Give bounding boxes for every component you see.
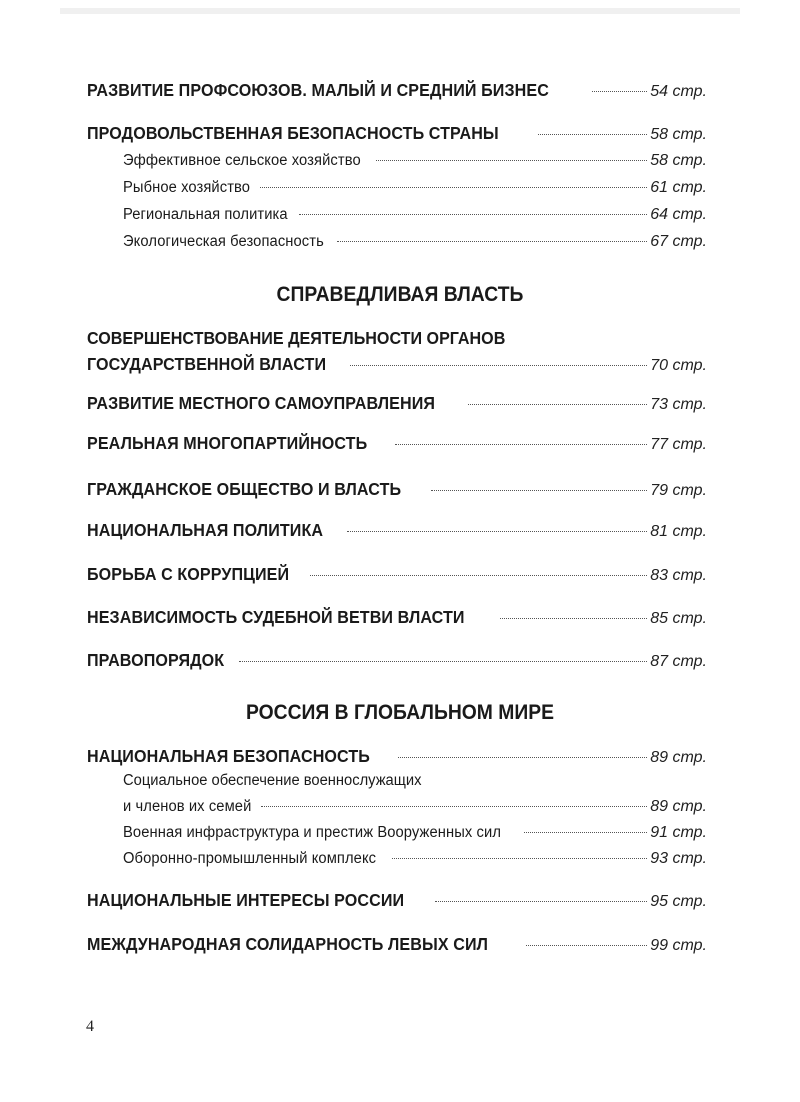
toc-page-ref: 85 стр. <box>650 610 707 627</box>
dot-leader <box>310 575 648 576</box>
toc-subentry-title: Региональная политика <box>123 206 288 223</box>
toc-entry-title: РАЗВИТИЕ МЕСТНОГО САМОУПРАВЛЕНИЯ <box>87 393 436 413</box>
toc-page-ref: 87 стр. <box>650 653 707 670</box>
dot-leader <box>468 404 647 405</box>
dot-leader <box>500 618 647 619</box>
toc-page-ref: 91 стр. <box>650 824 707 841</box>
toc-entry-title: БОРЬБА С КОРРУПЦИЕЙ <box>87 564 290 584</box>
toc-page-ref: 99 стр. <box>650 937 707 954</box>
toc-page-ref: 58 стр. <box>650 126 707 143</box>
toc-entry-title: ГРАЖДАНСКОЕ ОБЩЕСТВО И ВЛАСТЬ <box>87 479 402 499</box>
toc-page-ref: 70 стр. <box>650 357 707 374</box>
dot-leader <box>395 444 648 445</box>
section-heading-russia-global: РОССИЯ В ГЛОБАЛЬНОМ МИРЕ <box>245 701 555 724</box>
dot-leader <box>592 91 647 92</box>
toc-entry-state-bodies[interactable] <box>87 325 707 377</box>
toc-entry-title: ПРОДОВОЛЬСТВЕННАЯ БЕЗОПАСНОСТЬ СТРАНЫ <box>87 123 499 143</box>
toc-page-ref: 67 стр. <box>650 233 707 250</box>
toc-entry-title: НАЦИОНАЛЬНАЯ ПОЛИТИКА <box>87 520 324 540</box>
toc-page-ref: 95 стр. <box>650 893 707 910</box>
toc-subentry-title-line1: Социальное обеспечение военнослужащих <box>123 772 422 789</box>
dot-leader <box>392 858 647 859</box>
toc-entry-title: ПРАВОПОРЯДОК <box>87 650 225 670</box>
toc-subentry-title: Эффективное сельское хозяйство <box>123 152 361 169</box>
dot-leader <box>524 832 647 833</box>
toc-page-ref: 83 стр. <box>650 567 707 584</box>
scan-top-edge <box>60 8 740 14</box>
dot-leader <box>350 365 647 366</box>
toc-entry-title-line1: СОВЕРШЕНСТВОВАНИЕ ДЕЯТЕЛЬНОСТИ ОРГАНОВ <box>87 328 506 348</box>
toc-subentry-title-line2: и членов их семей <box>123 798 252 815</box>
toc-entry-multiparty[interactable] <box>87 430 707 456</box>
toc-subentry-title: Экологическая безопасность <box>123 233 324 250</box>
toc-entry-title: НАЦИОНАЛЬНЫЕ ИНТЕРЕСЫ РОССИИ <box>87 890 405 910</box>
toc-subentry-title: Оборонно-промышленный комплекс <box>123 850 377 867</box>
toc-subentry-agriculture[interactable] <box>123 148 707 174</box>
dot-leader <box>435 901 648 902</box>
toc-entry-food-security[interactable] <box>87 120 707 146</box>
dot-leader <box>538 134 648 135</box>
toc-subentry-military-social[interactable] <box>123 768 707 820</box>
toc-subentry-military-infrastructure[interactable] <box>123 820 707 846</box>
dot-leader <box>431 490 647 491</box>
toc-entry-civil-society[interactable] <box>87 476 707 502</box>
toc-entry-judicial-independence[interactable] <box>87 604 707 630</box>
dot-leader <box>239 661 647 662</box>
toc-entry-national-interests[interactable] <box>87 887 707 913</box>
toc-entry-title: НАЦИОНАЛЬНАЯ БЕЗОПАСНОСТЬ <box>87 746 370 766</box>
toc-subentry-title: Рыбное хозяйство <box>123 179 251 196</box>
toc-entry-anti-corruption[interactable] <box>87 561 707 587</box>
toc-entry-title: НЕЗАВИСИМОСТЬ СУДЕБНОЙ ВЕТВИ ВЛАСТИ <box>87 607 465 627</box>
toc-page-ref: 58 стр. <box>650 152 707 169</box>
toc-entry-local-government[interactable] <box>87 390 707 416</box>
toc-entry-law-order[interactable] <box>87 647 707 673</box>
toc-entry-trade-unions[interactable] <box>87 77 707 103</box>
section-heading-just-power: СПРАВЕДЛИВАЯ ВЛАСТЬ <box>276 283 524 306</box>
toc-entry-left-solidarity[interactable] <box>87 931 707 957</box>
toc-page-ref: 54 стр. <box>650 83 707 100</box>
dot-leader <box>526 945 647 946</box>
dot-leader <box>337 241 647 242</box>
dot-leader <box>398 757 648 758</box>
toc-page-ref: 64 стр. <box>650 206 707 223</box>
toc-page-ref: 93 стр. <box>650 850 707 867</box>
toc-page-ref: 77 стр. <box>650 436 707 453</box>
toc-entry-title-line2: ГОСУДАРСТВЕННОЙ ВЛАСТИ <box>87 354 327 374</box>
toc-subentry-defense-industry[interactable] <box>123 846 707 872</box>
toc-entry-title: МЕЖДУНАРОДНАЯ СОЛИДАРНОСТЬ ЛЕВЫХ СИЛ <box>87 934 489 954</box>
toc-subentry-regional-policy[interactable] <box>123 202 707 228</box>
toc-entry-national-policy[interactable] <box>87 517 707 543</box>
toc-page-ref: 73 стр. <box>650 396 707 413</box>
toc-page-ref: 61 стр. <box>650 179 707 196</box>
dot-leader <box>347 531 648 532</box>
toc-page-ref: 89 стр. <box>650 798 707 815</box>
toc-entry-title: РЕАЛЬНАЯ МНОГОПАРТИЙНОСТЬ <box>87 433 368 453</box>
dot-leader <box>261 806 647 807</box>
toc-entry-title: РАЗВИТИЕ ПРОФСОЮЗОВ. МАЛЫЙ И СРЕДНИЙ БИЗНЕС <box>87 80 549 100</box>
toc-subentry-ecology[interactable] <box>123 229 707 255</box>
toc-subentry-fishery[interactable] <box>123 175 707 201</box>
toc-page-ref: 81 стр. <box>650 523 707 540</box>
dot-leader <box>376 160 647 161</box>
page-number: 4 <box>86 1018 94 1035</box>
toc-subentry-title: Военная инфраструктура и престиж Вооруженных сил <box>123 824 502 841</box>
toc-entry-national-security[interactable] <box>87 743 707 769</box>
dot-leader <box>299 214 647 215</box>
toc-page-ref: 89 стр. <box>650 749 707 766</box>
dot-leader <box>260 187 647 188</box>
toc-page-ref: 79 стр. <box>650 482 707 499</box>
